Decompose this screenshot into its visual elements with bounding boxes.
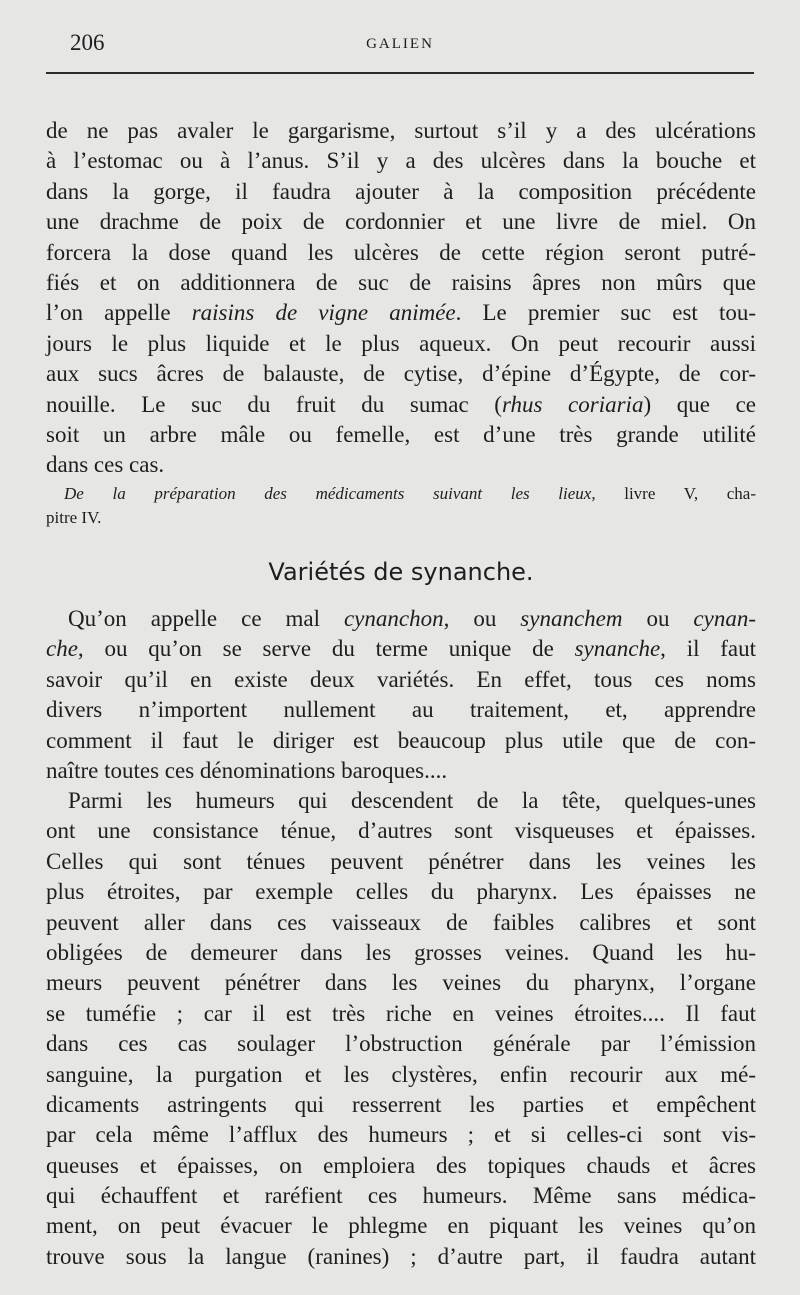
text-line: meurs peuvent pénétrer dans les veines du pharynx, l’organe [46, 970, 756, 996]
text-line: naître toutes ces dénominations baroques.... [46, 757, 448, 783]
text-line: jours le plus liquide et le plus aqueux. On peut recourir aussi [46, 330, 756, 356]
text-line: de ne pas avaler le gargarisme, surtout s’il y a des ulcérations [46, 118, 756, 143]
source-line: De la préparation des médicaments suivant les lieux, livre V, cha- [64, 484, 756, 503]
text-line: ment, on peut évacuer le phlegme en piquant les veines qu’on [46, 1213, 756, 1239]
source-reference [46, 482, 756, 530]
text-line: Parmi les humeurs qui descendent de la tête, quelques-unes [68, 788, 756, 813]
text-line: soit un arbre mâle ou femelle, est d’une très grande utilité [46, 421, 756, 447]
text-line: qui échauffent et raréfient ces humeurs. Même sans médica- [46, 1183, 756, 1209]
text-line: aux sucs âcres de balauste, de cytise, d’épine d’Égypte, de cor- [46, 361, 756, 387]
text-line: obligées de demeurer dans les grosses veines. Quand les hu- [46, 939, 756, 965]
text-line: sanguine, la purgation et les clystères, enfin recourir aux mé- [46, 1061, 756, 1087]
text-line: queuses et épaisses, on emploiera des topiques chauds et âcres [46, 1152, 756, 1178]
text-line: par cela même l’afflux des humeurs ; et si celles-ci sont vis- [46, 1122, 756, 1148]
text-line: dans ces cas. [46, 452, 165, 478]
text-line: Qu’on appelle ce mal cynanchon, ou synanchem ou cynan- [68, 606, 756, 631]
paragraph-3 [46, 786, 756, 1272]
text-line: Celles qui sont ténues peuvent pénétrer dans les veines les [46, 848, 756, 874]
text-line: dicaments astringents qui resserrent les parties et empêchent [46, 1091, 756, 1117]
running-title: GALIEN [366, 36, 434, 52]
paragraph-2 [46, 604, 756, 786]
text-line: une drachme de poix de cordonnier et une livre de miel. On [46, 209, 756, 235]
running-head [46, 30, 754, 60]
text-line: dans la gorge, il faudra ajouter à la composition précédente [46, 178, 756, 204]
source-line: pitre IV. [46, 508, 102, 527]
header-rule [46, 72, 754, 74]
text-line: divers n’importent nullement au traitement, et, apprendre [46, 697, 756, 723]
page-number: 206 [70, 30, 105, 55]
text-line: che, ou qu’on se serve du terme unique de synanche, il faut [46, 636, 756, 662]
text-line: fiés et on additionnera de suc de raisins âpres non mûrs que [46, 269, 756, 295]
text-line: plus étroites, par exemple celles du pharynx. Les épaisses ne [46, 879, 756, 905]
text-line: se tuméfie ; car il est très riche en veines étroites.... Il faut [46, 1000, 756, 1026]
text-line: nouille. Le suc du fruit du sumac (rhus coriaria) que ce [46, 391, 756, 417]
text-line: l’on appelle raisins de vigne animée. Le premier suc est tou- [46, 300, 756, 326]
section-heading: Variétés de synanche. [268, 558, 534, 586]
text-line: à l’estomac ou à l’anus. S’il y a des ulcères dans la bouche et [46, 148, 756, 174]
text-line: comment il faut le diriger est beaucoup plus utile que de con- [46, 727, 756, 753]
text-line: ont une consistance ténue, d’autres sont visqueuses et épaisses. [46, 818, 756, 844]
text-line: peuvent aller dans ces vaisseaux de faibles calibres et sont [46, 909, 756, 935]
text-line: dans ces cas soulager l’obstruction générale par l’émission [46, 1031, 756, 1057]
paragraph-1 [46, 116, 756, 481]
text-line: savoir qu’il en existe deux variétés. En effet, tous ces noms [46, 666, 756, 692]
text-line: trouve sous la langue (ranines) ; d’autre part, il faudra autant [46, 1243, 756, 1269]
text-line: forcera la dose quand les ulcères de cette région seront putré- [46, 239, 756, 265]
